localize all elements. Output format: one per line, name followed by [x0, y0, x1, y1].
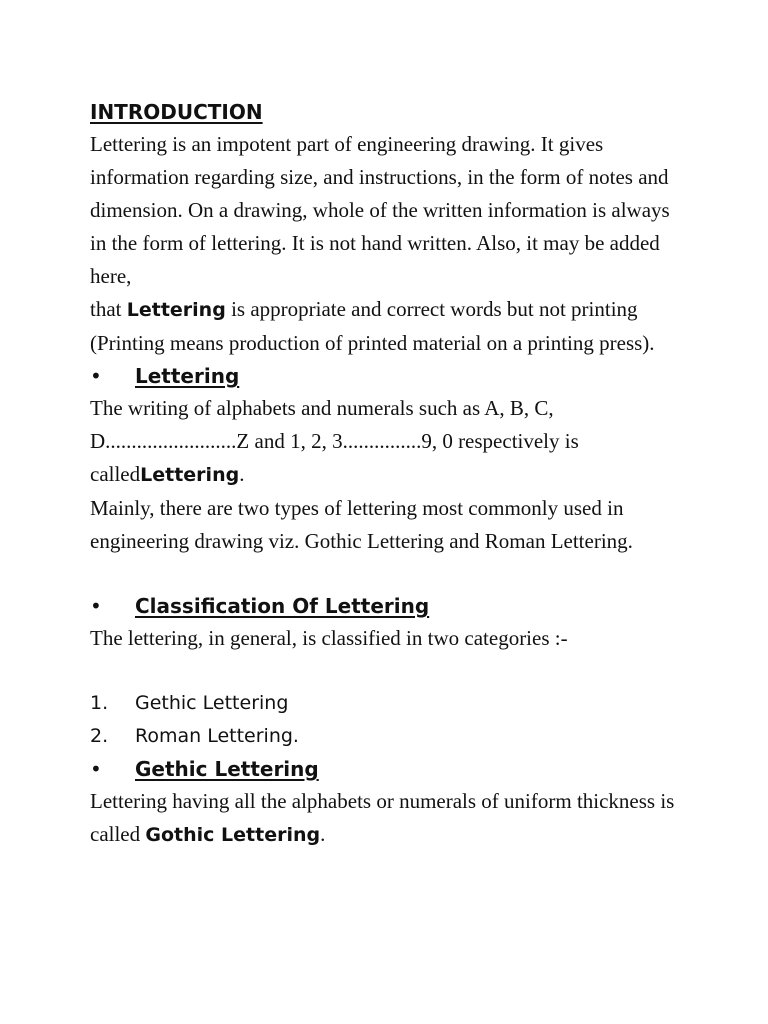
list-item: [90, 720, 690, 753]
spacer: [90, 558, 690, 590]
lettering-definition: [90, 392, 690, 492]
lettering-definition-end: .: [239, 462, 245, 486]
spacer: [90, 655, 690, 687]
document-body: [90, 96, 690, 852]
intro-text-that: that: [90, 297, 127, 321]
intro-paragraph: [90, 128, 690, 360]
lettering-heading-row: [90, 360, 690, 392]
intro-heading: INTRODUCTION: [90, 100, 263, 124]
intro-bold-term: Lettering: [126, 299, 226, 321]
classification-heading-row: [90, 590, 690, 622]
bullet-icon: •: [90, 757, 102, 781]
gethic-definition: [90, 785, 690, 852]
list-item-number: 1.: [90, 692, 109, 714]
bullet-icon: •: [90, 364, 102, 388]
list-item: [90, 687, 690, 720]
list-item-number: 2.: [90, 725, 109, 747]
lettering-bold-term: Lettering: [140, 464, 240, 486]
list-item-text: Roman Lettering.: [135, 725, 299, 747]
gethic-definition-end: .: [320, 822, 326, 846]
bullet-icon: •: [90, 594, 102, 618]
intro-text: Lettering is an impotent part of engineering drawing. It gives information regarding size, and instructions, in the form of notes and dimension. On a drawing, whole of the written information is always in the form of lettering. It is not hand written. Also, it may be added here,: [90, 132, 670, 288]
classification-intro: The lettering, in general, is classified in two categories :-: [90, 626, 568, 650]
intro-text-after: is appropriate and correct words but not printing (Printing means production of printed material on a printing press).: [90, 297, 655, 355]
lettering-types-paragraph: Mainly, there are two types of lettering most commonly used in engineering drawing viz. Gothic Lettering and Roman Lettering.: [90, 496, 633, 553]
gethic-heading-row: [90, 753, 690, 785]
list-item-text: Gethic Lettering: [135, 692, 289, 714]
lettering-definition-text: The writing of alphabets and numerals such as A, B, C, D.........................Z and 1, 2, 3...............9, 0 respectively is called: [90, 396, 579, 486]
gethic-bold-term: Gothic Lettering: [145, 824, 321, 846]
lettering-heading: Lettering: [135, 364, 240, 388]
classification-heading: Classification Of Lettering: [135, 594, 430, 618]
gethic-definition-text: Lettering having all the alphabets or numerals of uniform thickness is called: [90, 789, 675, 846]
gethic-heading: Gethic Lettering: [135, 757, 319, 781]
